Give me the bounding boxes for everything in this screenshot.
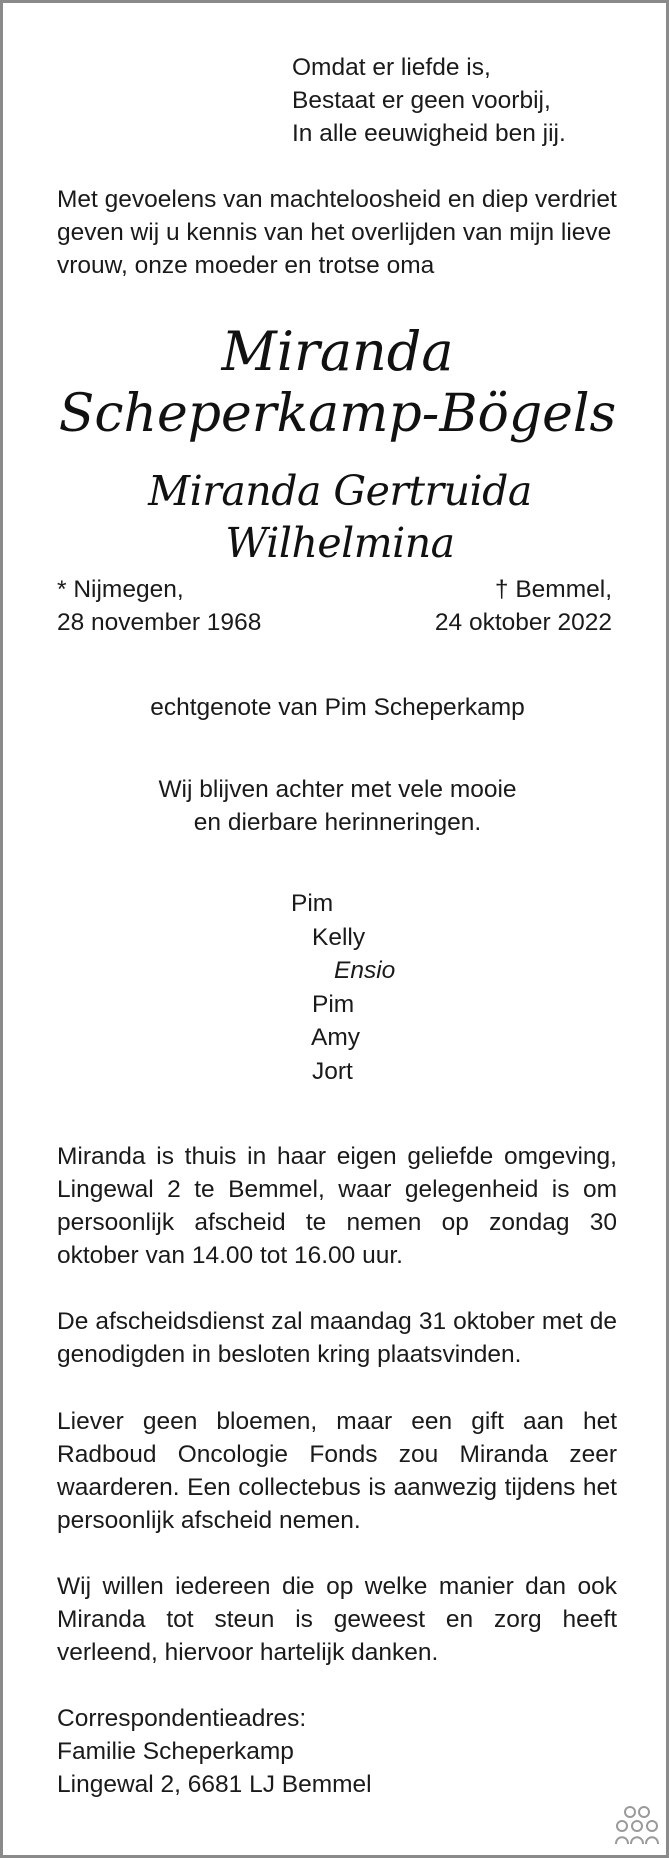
surname: Scheperkamp-Bögels bbox=[58, 384, 617, 444]
intro-line-1: Met gevoelens van machteloosheid en diep verdriet bbox=[57, 186, 617, 213]
first-name: Miranda bbox=[221, 320, 454, 383]
intro-text bbox=[57, 183, 622, 282]
memories-line-1: Wij blijven achter met vele mooie bbox=[158, 776, 517, 803]
memories-line-2: en dierbare herinneringen. bbox=[193, 809, 482, 836]
family-grandchild: Ensio bbox=[334, 957, 396, 984]
poem bbox=[292, 51, 566, 150]
spouse-line: echtgenote van Pim Scheperkamp bbox=[150, 694, 525, 721]
correspondence-name: Familie Scheperkamp bbox=[57, 1738, 294, 1765]
poem-line-3: In alle eeuwigheid ben jij. bbox=[292, 120, 566, 147]
birth-date: 28 november 1968 bbox=[57, 609, 262, 636]
thanks-paragraph: Wij willen iedereen die op welke manier dan ook Miranda tot steun is geweest en zorg heeft verleend, hiervoor hartelijk danken. bbox=[57, 1573, 617, 1666]
death-date: 24 oktober 2022 bbox=[434, 609, 612, 636]
people-group-icon bbox=[615, 1805, 659, 1845]
intro-line-3: vrouw, onze moeder en trotse oma bbox=[57, 252, 435, 279]
family-child-4: Jort bbox=[312, 1058, 353, 1085]
family-child-1: Kelly bbox=[312, 924, 366, 951]
death-place: † Bemmel, bbox=[494, 576, 612, 603]
death-info bbox=[435, 573, 612, 639]
birth-info bbox=[57, 573, 261, 639]
correspondence-address bbox=[57, 1702, 372, 1801]
birth-place: * Nijmegen, bbox=[57, 576, 184, 603]
family-child-3: Amy bbox=[311, 1024, 360, 1051]
donation-paragraph: Liever geen bloemen, maar een gift aan het Radboud Oncologie Fonds zou Miranda zeer waarderen. Een collectebus is aanwezig tijdens het persoonlijk afscheid nemen. bbox=[57, 1408, 617, 1534]
correspondence-label: Correspondentieadres: bbox=[57, 1705, 307, 1732]
memories-text bbox=[43, 773, 632, 839]
deceased-name bbox=[43, 321, 632, 445]
correspondence-street: Lingewal 2, 6681 LJ Bemmel bbox=[57, 1771, 372, 1798]
viewing-paragraph: Miranda is thuis in haar eigen geliefde omgeving, Lingewal 2 te Bemmel, waar gelegenheid is om persoonlijk afscheid te nemen op zondag 30 oktober van 14.00 tot 16.00 uur. bbox=[57, 1143, 617, 1269]
full-given-names: Miranda Gertruida Wilhelmina bbox=[148, 467, 532, 567]
poem-line-2: Bestaat er geen voorbij, bbox=[292, 87, 551, 114]
poem-line-1: Omdat er liefde is, bbox=[292, 54, 491, 81]
family-husband: Pim bbox=[291, 890, 334, 917]
intro-line-2: geven wij u kennis van het overlijden van mijn lieve bbox=[57, 219, 612, 246]
family-child-2: Pim bbox=[312, 991, 355, 1018]
service-paragraph: De afscheidsdienst zal maandag 31 oktober met de genodigden in besloten kring plaatsvinden. bbox=[57, 1308, 617, 1368]
